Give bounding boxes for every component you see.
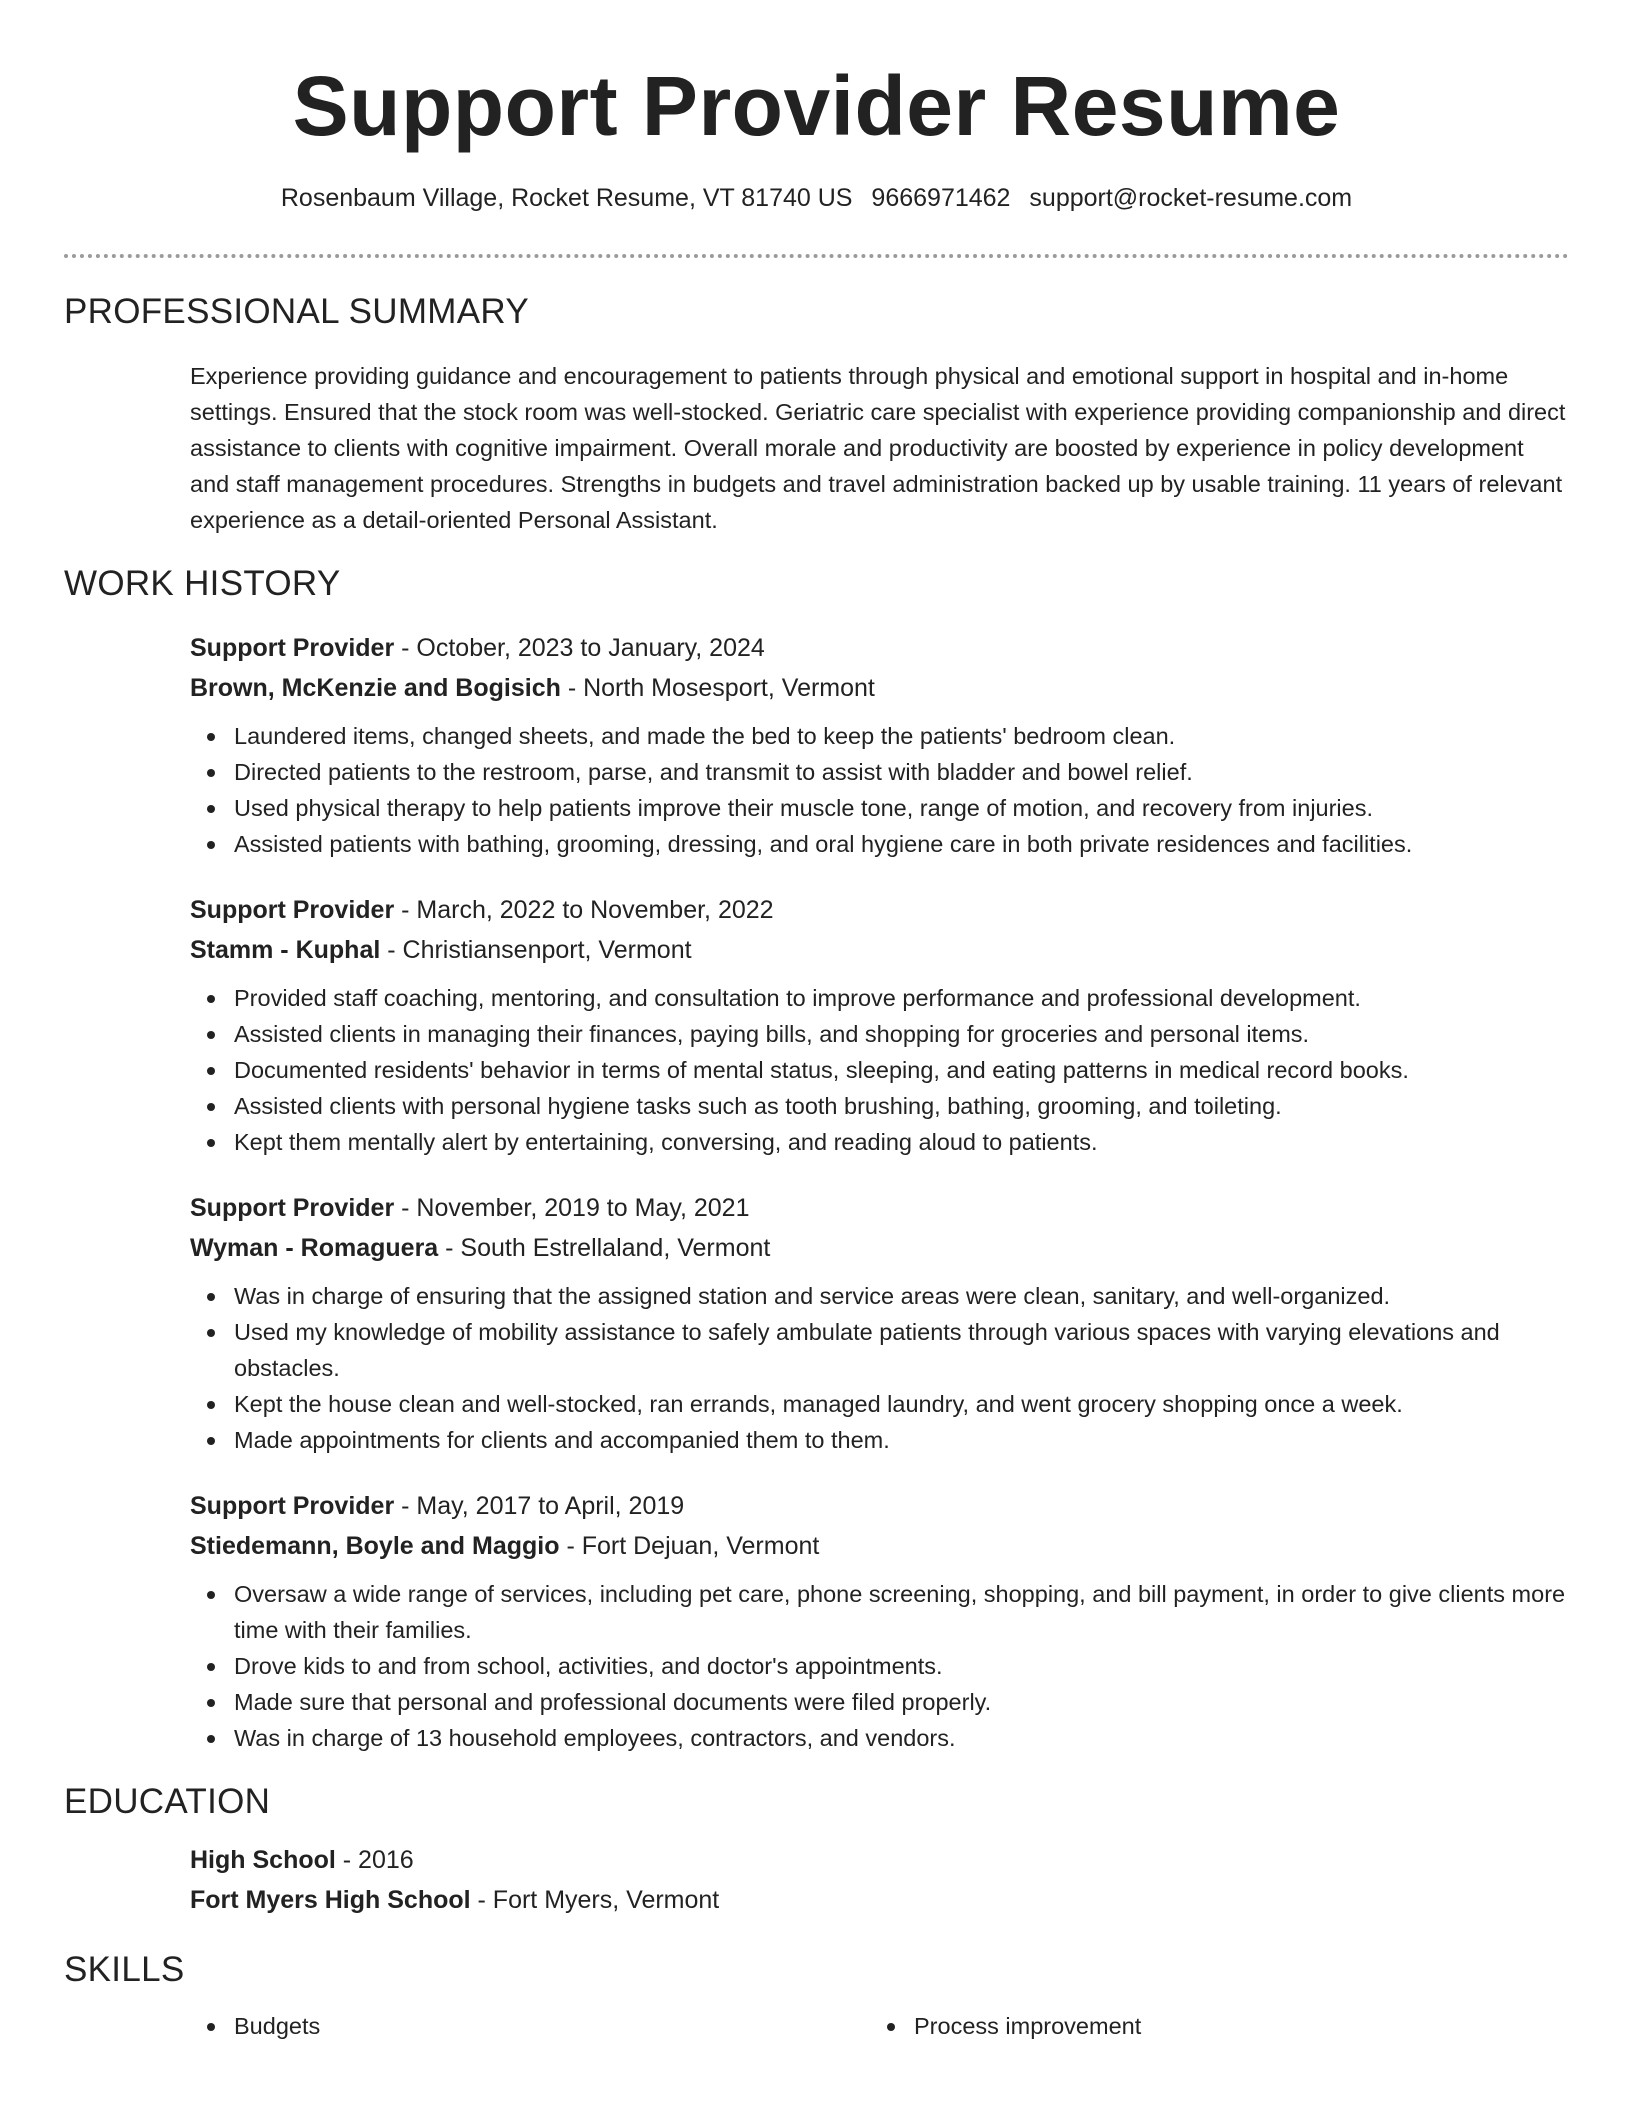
job-title-line (190, 1486, 1569, 1526)
job-duties (190, 980, 1569, 1160)
job-duties (190, 1278, 1569, 1458)
job-company-line (190, 1228, 1569, 1268)
job-title: Support Provider (190, 896, 395, 924)
job-dates: - November, 2019 to May, 2021 (394, 1194, 750, 1222)
resume-title: Support Provider Resume (292, 59, 1341, 153)
job-location: - South Estrellaland, Vermont (438, 1234, 771, 1262)
summary-section (64, 358, 1569, 538)
job-dates: - October, 2023 to January, 2024 (394, 634, 765, 662)
skill-item: Process improvement (870, 2008, 1550, 2044)
skills-heading: SKILLS (64, 1950, 185, 1989)
contact-address: Rosenbaum Village, Rocket Resume, VT 81740 US (280, 184, 853, 212)
skills-column (870, 2008, 1550, 2044)
duty-item: Oversaw a wide range of services, including pet care, phone screening, shopping, and bill payment, in order to give clients more time with their families. (190, 1576, 1569, 1648)
job-dates: - March, 2022 to November, 2022 (394, 896, 774, 924)
duty-item: Provided staff coaching, mentoring, and consultation to improve performance and professional development. (190, 980, 1569, 1016)
contact-line (64, 180, 1569, 216)
job-title: Support Provider (190, 1492, 395, 1520)
education-heading: EDUCATION (64, 1782, 271, 1821)
duty-item: Documented residents' behavior in terms of mental status, sleeping, and eating patterns in medical record books. (190, 1052, 1569, 1088)
duty-item: Drove kids to and from school, activities, and doctor's appointments. (190, 1648, 1569, 1684)
job-company-line (190, 668, 1569, 708)
job-company-line (190, 930, 1569, 970)
skill-item: Budgets (190, 2008, 870, 2044)
duty-item: Made sure that personal and professional documents were filed properly. (190, 1684, 1569, 1720)
education-degree: High School (190, 1846, 336, 1874)
duty-item: Kept the house clean and well-stocked, ran errands, managed laundry, and went grocery shopping once a week. (190, 1386, 1569, 1422)
education-year: - 2016 (335, 1846, 414, 1874)
duty-item: Assisted clients in managing their finances, paying bills, and shopping for groceries and personal items. (190, 1016, 1569, 1052)
summary-heading: PROFESSIONAL SUMMARY (64, 292, 529, 331)
job-location: - Christiansenport, Vermont (380, 936, 692, 964)
duty-item: Assisted clients with personal hygiene tasks such as tooth brushing, bathing, grooming, and toileting. (190, 1088, 1569, 1124)
job-company: Stiedemann, Boyle and Maggio (190, 1532, 560, 1560)
job-company: Stamm - Kuphal (190, 936, 381, 964)
summary-text: Experience providing guidance and encouragement to patients through physical and emotional support in hospital and in-home settings. Ensured that the stock room was well-stocked. Geriatric care specialist with experience providing companionship and direct assistance to clients with cognitive impairment. Overall morale and productivity are boosted by experience in policy development and staff management procedures. Strengths in budgets and travel administration backed up by usable training. 11 years of relevant experience as a detail-oriented Personal Assistant. (190, 363, 1566, 533)
contact-phone: 9666971462 (871, 184, 1011, 212)
job-entry (190, 890, 1569, 1160)
job-entry (190, 628, 1569, 862)
duty-item: Made appointments for clients and accompanied them to them. (190, 1422, 1569, 1458)
job-title: Support Provider (190, 1194, 395, 1222)
job-title-line (190, 628, 1569, 668)
duty-item: Assisted patients with bathing, grooming, dressing, and oral hygiene care in both private residences and facilities. (190, 826, 1569, 862)
job-title: Support Provider (190, 634, 395, 662)
job-duties (190, 1576, 1569, 1756)
work-history-heading: WORK HISTORY (64, 564, 341, 603)
skills-column (190, 2008, 870, 2044)
contact-email: support@rocket-resume.com (1029, 184, 1353, 212)
job-entry (190, 1188, 1569, 1458)
education-degree-line (190, 1840, 1569, 1880)
job-location: - Fort Dejuan, Vermont (559, 1532, 820, 1560)
skills-section (64, 2008, 1569, 2044)
duty-item: Kept them mentally alert by entertaining, conversing, and reading aloud to patients. (190, 1124, 1569, 1160)
header-divider (64, 254, 1569, 258)
job-company: Wyman - Romaguera (190, 1234, 439, 1262)
work-history-section (64, 628, 1569, 1756)
duty-item: Was in charge of ensuring that the assigned station and service areas were clean, sanitary, and well-organized. (190, 1278, 1569, 1314)
job-company-line (190, 1526, 1569, 1566)
job-dates: - May, 2017 to April, 2019 (394, 1492, 685, 1520)
duty-item: Was in charge of 13 household employees, contractors, and vendors. (190, 1720, 1569, 1756)
duty-item: Used my knowledge of mobility assistance to safely ambulate patients through various spaces with varying elevations and obstacles. (190, 1314, 1569, 1386)
job-title-line (190, 1188, 1569, 1228)
job-entry (190, 1486, 1569, 1756)
job-duties (190, 718, 1569, 862)
education-school-line (190, 1880, 1569, 1920)
education-location: - Fort Myers, Vermont (470, 1886, 720, 1914)
duty-item: Used physical therapy to help patients improve their muscle tone, range of motion, and recovery from injuries. (190, 790, 1569, 826)
job-company: Brown, McKenzie and Bogisich (190, 674, 561, 702)
job-title-line (190, 890, 1569, 930)
job-location: - North Mosesport, Vermont (560, 674, 875, 702)
duty-item: Directed patients to the restroom, parse, and transmit to assist with bladder and bowel relief. (190, 754, 1569, 790)
education-school: Fort Myers High School (190, 1886, 471, 1914)
skills-list (190, 2008, 1569, 2044)
education-section (64, 1840, 1569, 1920)
duty-item: Laundered items, changed sheets, and made the bed to keep the patients' bedroom clean. (190, 718, 1569, 754)
